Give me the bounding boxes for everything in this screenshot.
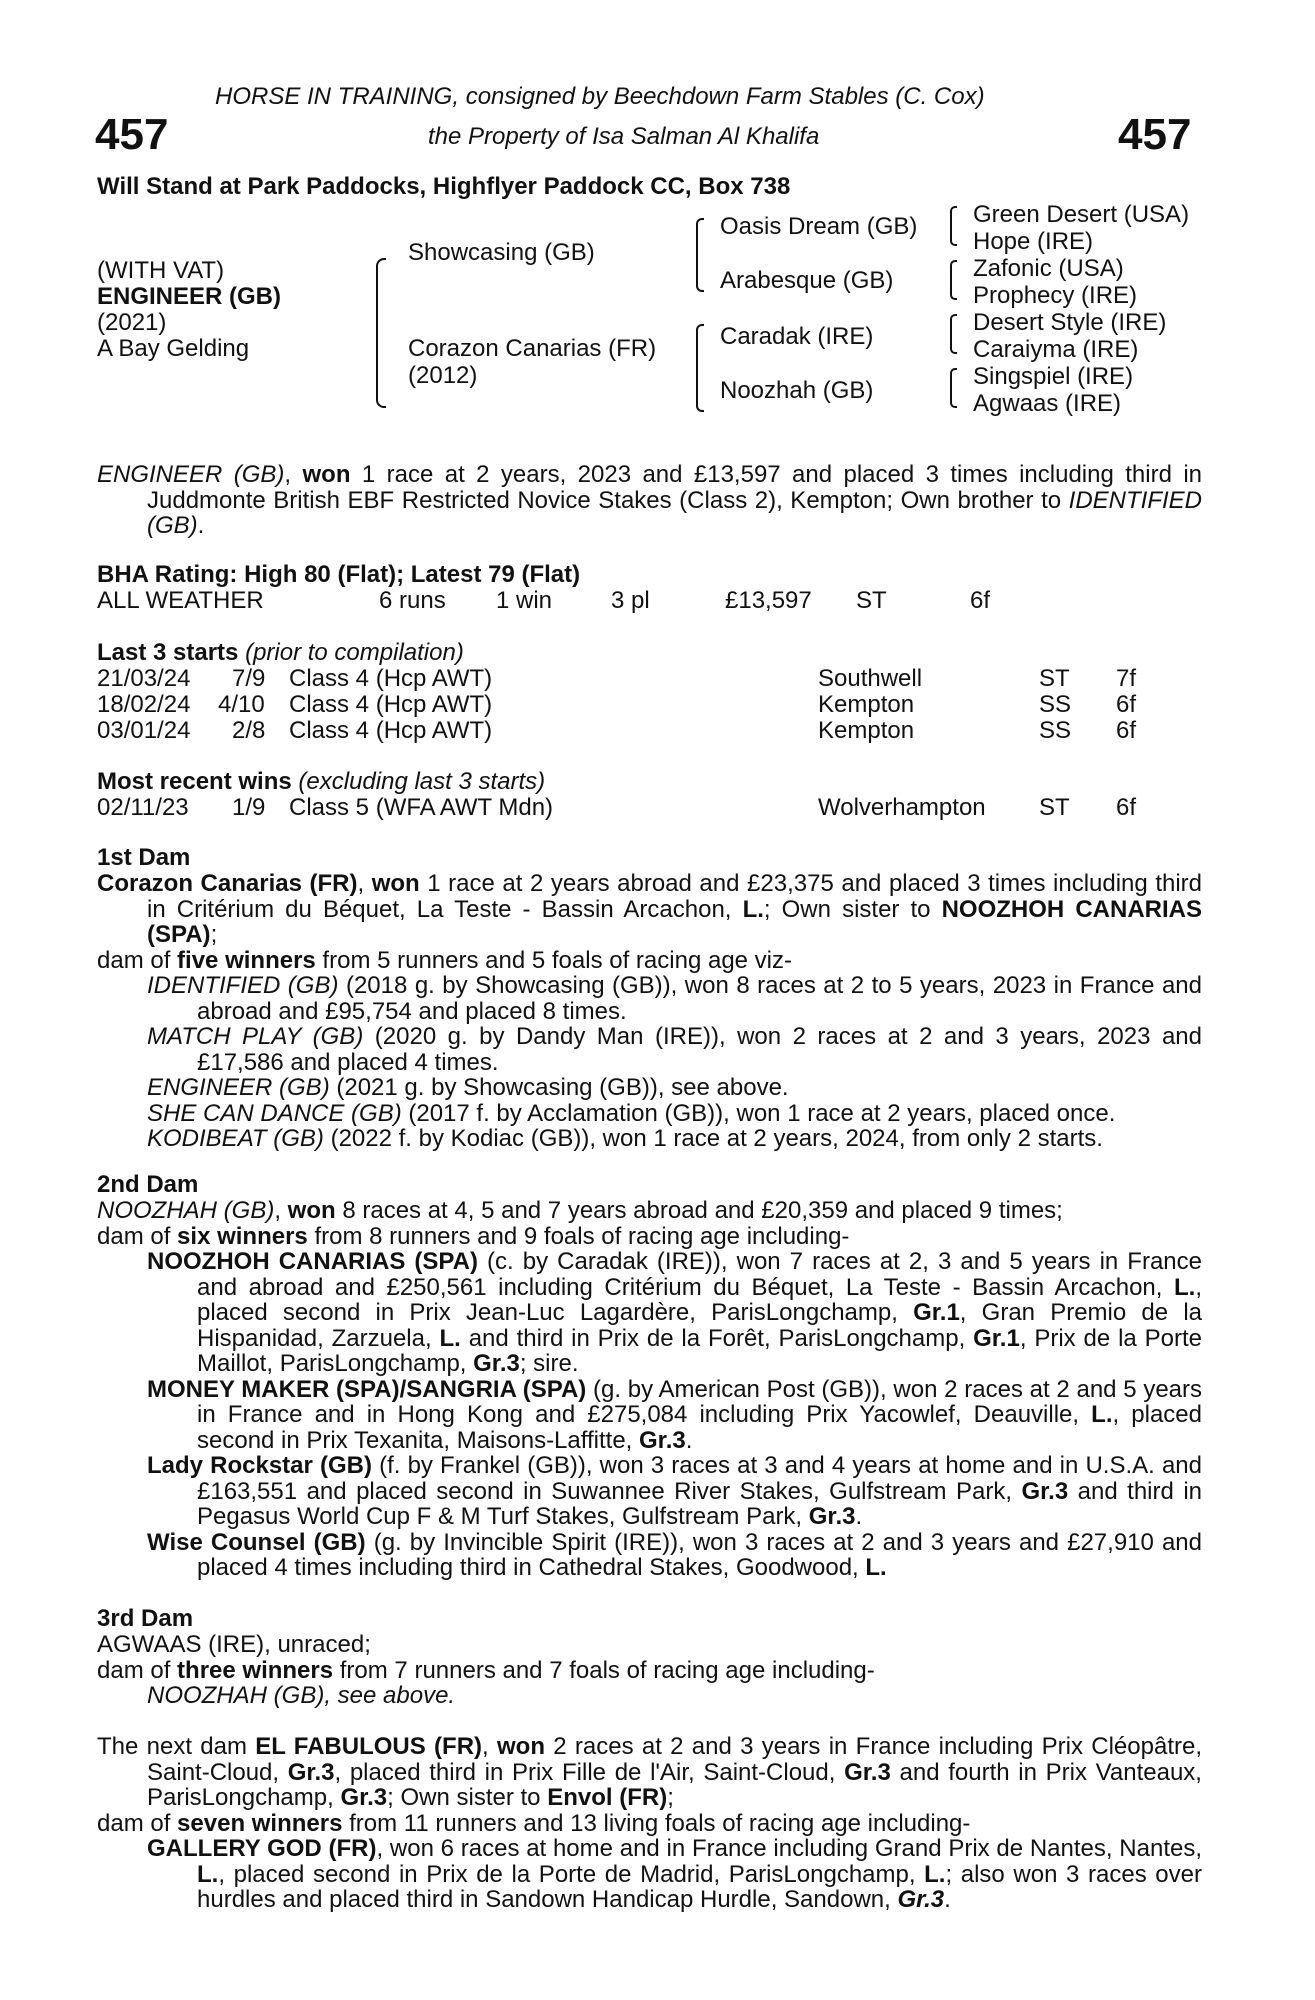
dam-brace [696,324,704,412]
brace-ds [950,314,957,354]
sss: Green Desert (USA) [973,201,1190,228]
horse-year: (2021) [97,309,167,336]
nextdam-text: ; [667,1784,674,1811]
group-badge: Gr.3 [473,1350,520,1377]
dds: Singspiel (IRE) [973,363,1134,390]
last3-row-surface: SS [1039,717,1072,744]
progeny-name: NOOZHOH CANARIAS (SPA) [147,1248,478,1275]
last3-row-surface: ST [1039,665,1070,692]
progeny-name: MATCH PLAY (GB) [147,1023,364,1050]
last3-row-date: 18/02/24 [97,691,191,718]
last3-row-class: Class 4 (Hcp AWT) [289,665,493,692]
ssd: Hope (IRE) [973,228,1094,255]
listed-badge: L. [439,1324,461,1352]
nextdam-lead: The next dam [97,1733,256,1760]
progeny-name: Wise Counsel (GB) [147,1528,366,1556]
sire-brace [696,218,704,292]
lot-number-right: 457 [1118,110,1192,159]
progeny-name: Lady Rockstar (GB) [147,1452,372,1479]
progeny-text: (c. by Caradak (IRE)), won 7 races at 2, 3 and 5 years in France and abroad and £250,561 including Critérium du Béquet, La Teste - Bassin Arcachon, [197,1248,1202,1301]
recent-title: Most recent wins [97,768,292,795]
dam2-title: 2nd Dam [97,1171,199,1198]
recent-row-pos: 1/9 [232,794,266,821]
recent-row-course: Wolverhampton [818,794,986,821]
progeny-text: (g. by Invincible Spirit (IRE)), won 3 races at 2 and 3 years and £27,910 and placed 4 times including third in Cathedral Stakes, Goodwood, [197,1528,1202,1581]
group-badge: Gr.3 [808,1503,856,1530]
stand-line: Will Stand at Park Paddocks, Highflyer Paddock CC, Box 738 [97,173,791,200]
dam1-title: 1st Dam [97,844,191,871]
last3-row-pos: 7/9 [232,665,266,692]
dam1-sister: NOOZHOH CANARIAS (SPA) [147,895,1203,948]
dam1-name: Corazon Canarias (FR) [97,870,358,897]
dam-year: (2012) [408,362,478,389]
nextdam-winners: seven winners [177,1809,343,1837]
dss: Desert Style (IRE) [973,309,1167,336]
nextdam-text: ; Own sister to [387,1784,548,1811]
progeny-text: , Gran Premio de la Hispanidad, Zarzuela, [197,1299,1203,1352]
group-badge: Gr.3 [897,1886,945,1913]
rating-earnings: £13,597 [725,587,812,614]
group-badge: Gr.1 [973,1324,1020,1352]
dam2-winners: six winners [177,1222,308,1250]
nextdam-paragraph [97,1734,1202,1913]
group-badge: Gr.3 [1021,1477,1069,1505]
dam-sire: Caradak (IRE) [720,323,874,350]
nextdam-text: 2 races at 2 and 3 years in France including Prix Cléopâtre, Saint-Cloud, [147,1733,1202,1786]
nextdam-sep: , [482,1733,497,1760]
consignor-line: HORSE IN TRAINING, consigned by Beechdown Farm Stables (C. Cox) [215,83,985,110]
sds: Zafonic (USA) [973,255,1124,282]
rating-placed: 3 pl [611,587,650,614]
dam3-damof: dam of [97,1656,178,1684]
dam2-won: won [287,1197,336,1224]
group-badge: Gr.1 [913,1299,960,1326]
sire-dam: Arabesque (GB) [720,267,894,294]
nextdam-sister: Envol (FR) [547,1784,668,1811]
progeny-text: , placed second in Prix de la Porte de Madrid, ParisLongchamp, [218,1860,925,1888]
progeny-text: . [685,1426,693,1454]
recent-heading [97,769,545,795]
progeny-text: (2018 g. by Showcasing (GB)), won 8 races at 2 to 5 years, 2023 in France and abroad and £95,754 and placed 8 times. [197,972,1202,1025]
brace-sd [950,260,957,300]
horse-name: ENGINEER (GB) [97,283,282,310]
progeny-name: ENGINEER (GB) [147,1074,330,1101]
progeny-text: (g. by American Post (GB)), won 2 races at 2 and 5 years in France and in Hong Kong and £275,084 including Prix Yacowlef, Deauville, [197,1375,1203,1428]
sire: Showcasing (GB) [408,239,595,266]
progeny-text: . [855,1503,863,1530]
progeny-text: (2020 g. by Dandy Man (IRE)), won 2 races at 2 and 3 years, 2023 and £17,586 and placed 4 times. [197,1023,1202,1076]
group-badge: Gr.3 [639,1426,686,1454]
rating-runs: 6 runs [379,587,446,614]
dam2-paragraph: NOOZHAH (GB), won 8 races at 4, 5 and 7 years abroad and £20,359 and placed 9 times; dam of six winners from 8 runners and 9 foals of racing age including- NOOZHOH CANARIAS (SPA) (c. by Caradak (IRE)), won 7 races at 2, 3 and 5 years in France and abroad and £250,561 including Critérium du Béquet, La Teste - Bassin Arcachon, L., placed second in Prix Jean-Luc Lagardère, ParisLongchamp, Gr.1, Gran Premio de la Hispanidad, Zarzuela, L. and third in Prix de la Forêt, ParisLongchamp, Gr.1, Prix de la Porte Maillot, ParisLongchamp, Gr.3; sire. MONEY MAKER (SPA)/SANGRIA (SPA) (g. by American Post (GB)), won 2 races at 2 and 5 years in France and in Hong Kong and £275,084 including Prix Yacowlef, Deauville, L., placed second in Prix Texanita, Maisons-Laffitte, Gr.3. Lady Rockstar (GB) (f. by Frankel (GB)), won 3 races at 3 and 4 years at home and in U.S.A. and £163,551 and placed second in Suwannee River Stakes, Gulfstream Park, Gr.3 and third in Pegasus World Cup F & M Turf Stakes, Gulfstream Park, Gr.3. Wise Counsel (GB) (g. by Invincible Spirit (IRE)), won 3 races at 2 and 3 years and £27,910 and placed 4 times including third in Cathedral Stakes, Goodwood, L. [97,1197,1203,1581]
lot-number-left: 457 [95,110,169,159]
progeny-name: MONEY MAKER (SPA)/SANGRIA (SPA) [147,1375,587,1403]
last3-row-pos: 2/8 [232,717,266,744]
listed-badge: L. [197,1860,219,1888]
last3-row-dist: 7f [1116,665,1137,692]
listed-badge: L. [742,895,764,923]
progeny-text: and third in Prix de la Forêt, ParisLongchamp, [460,1324,974,1352]
nextdam-won: won [496,1733,545,1760]
last3-title: Last 3 starts [97,639,239,666]
recent-row-surface: ST [1039,794,1070,821]
last3-row-course: Kempton [818,717,915,744]
vat-label: (WITH VAT) [97,257,225,284]
horse-description: A Bay Gelding [97,335,250,362]
summary-paragraph: ENGINEER (GB), won 1 race at 2 years, 2023 and £13,597 and placed 3 times including third in Juddmonte British EBF Restricted Novice Stakes (Class 2), Kempton; Own brother to IDENTIFIED (GB). [97,461,1203,539]
sdd: Prophecy (IRE) [973,282,1138,309]
group-badge: Gr.3 [340,1784,388,1811]
last3-row-dist: 6f [1116,691,1137,718]
dam1-paragraph: Corazon Canarias (FR), won 1 race at 2 years abroad and £23,375 and placed 3 times including third in Critérium du Béquet, La Teste - Bassin Arcachon, L.; Own sister to NOOZHOH CANARIAS (SPA); dam of five winners from 5 runners and 5 foals of racing age viz- IDENTIFIED (GB) (2018 g. by Showcasing (GB)), won 8 races at 2 to 5 years, 2023 in France and abroad and £95,754 and placed 8 times. MATCH PLAY (GB) (2020 g. by Dandy Man (IRE)), won 2 races at 2 and 3 years, 2023 and £17,586 and placed 4 times. ENGINEER (GB) (2021 g. by Showcasing (GB)), see above. SHE CAN DANCE (GB) (2017 f. by Acclamation (GB)), won 1 race at 2 years, placed once. KODIBEAT (GB) (2022 f. by Kodiac (GB)), won 1 race at 2 years, 2024, from only 2 starts. [97,870,1203,1152]
progeny-text: . [944,1886,951,1913]
progeny-text: (f. by Frankel (GB)), won 3 races at 3 and 4 years at home and in U.S.A. and £163,551 and placed second in Suwannee River Stakes, Gulfstream Park, [197,1452,1202,1505]
listed-badge: L. [1174,1273,1196,1301]
summary-end: . [197,512,205,539]
rating-distance: 6f [970,587,991,614]
ddd: Agwaas (IRE) [973,390,1122,417]
progeny-name: SHE CAN DANCE (GB) [147,1099,402,1127]
progeny-text: , placed second in Prix Texanita, Maisons-Laffitte, [197,1401,1202,1454]
listed-badge: L. [865,1554,887,1581]
rating-going: ST [856,587,887,614]
brace-dd [950,368,957,408]
progeny-text: , Prix de la Porte Maillot, ParisLongchamp, [197,1324,1202,1377]
last3-row-date: 21/03/24 [97,665,191,692]
recent-row-dist: 6f [1116,794,1137,821]
progeny-text: , won 6 races at home and in France including Grand Prix de Nantes, Nantes, [376,1835,1203,1862]
listed-badge: L. [924,1860,946,1888]
brace-ss [950,206,957,246]
last3-note: (prior to compilation) [245,639,464,666]
summary-brother: IDENTIFIED (GB) [147,486,1202,539]
dam2-text: 8 races at 4, 5 and 7 years abroad and £20,359 and placed 9 times; [335,1197,1063,1224]
progeny-text: ; also won 3 races over hurdles and placed third in Sandown Handicap Hurdle, Sandown, [197,1860,1202,1913]
dsd: Caraiyma (IRE) [973,336,1139,363]
dam3-line1: AGWAAS (IRE), unraced; [97,1631,371,1658]
dam3-title: 3rd Dam [97,1605,194,1632]
nextdam-damof-rest: from 11 runners and 13 living foals of racing age including- [342,1809,971,1837]
last3-row-course: Kempton [818,691,915,718]
nextdam-text: , placed third in Prix Fille de l'Air, Saint-Cloud, [334,1758,845,1786]
dam: Corazon Canarias (FR) [408,335,657,362]
dam1-text: 1 race at 2 years abroad and £23,375 and placed 3 times including third in Critérium du Béquet, La Teste - Bassin Arcachon, [147,870,1203,923]
last3-row-class: Class 4 (Hcp AWT) [289,691,493,718]
dam3-winners: three winners [177,1656,334,1684]
recent-note: (excluding last 3 starts) [298,768,546,795]
dam1-text: ; [210,921,218,948]
summary-text: 1 race at 2 years, 2023 and £13,597 and placed 3 times including third in Juddmonte British EBF Restricted Novice Stakes (Class 2), Kempton; Own brother to [147,461,1203,514]
group-badge: Gr.3 [287,1758,335,1786]
progeny-name: KODIBEAT (GB) [147,1125,324,1152]
last3-row-course: Southwell [818,665,923,692]
dam1-damof-rest: from 5 runners and 5 foals of racing age viz- [315,946,793,974]
last3-row-surface: SS [1039,691,1072,718]
summary-horse-name: ENGINEER (GB) [97,461,285,488]
dam1-won: won [371,870,420,897]
nextdam-name: EL FABULOUS (FR) [255,1733,483,1760]
summary-won: won [302,461,351,488]
recent-row-date: 02/11/23 [97,794,189,821]
last3-row-class: Class 4 (Hcp AWT) [289,717,493,744]
nextdam-text: and fourth in Prix Vanteaux, ParisLongchamp, [147,1758,1202,1811]
progeny-text: ; sire. [519,1350,579,1377]
dam3-damof-rest: from 7 runners and 7 foals of racing age including- [333,1656,875,1684]
dam2-name: NOOZHAH (GB) [97,1197,275,1224]
progeny-text: (2017 f. by Acclamation (GB)), won 1 race at 2 years, placed once. [401,1099,1116,1127]
progeny-text: , placed second in Prix Jean-Luc Lagardère, ParisLongchamp, [197,1273,1202,1326]
sire-sire: Oasis Dream (GB) [720,213,918,240]
dam1-text: ; Own sister to [763,895,942,923]
pedigree-main-brace [376,258,386,408]
nextdam-damof: dam of [97,1809,178,1837]
progeny-name: NOOZHAH (GB), see above. [147,1682,456,1709]
recent-row-class: Class 5 (WFA AWT Mdn) [289,794,554,821]
progeny-name: IDENTIFIED (GB) [147,972,339,999]
rating-wins: 1 win [496,587,553,614]
progeny-text: (2022 f. by Kodiac (GB)), won 1 race at 2 years, 2024, from only 2 starts. [323,1125,1103,1152]
dam1-winners: five winners [177,946,316,974]
dam1-damof: dam of [97,946,178,974]
group-badge: Gr.3 [844,1758,891,1786]
progeny-text: (2021 g. by Showcasing (GB)), see above. [329,1074,789,1101]
progeny-text: and third in Pegasus World Cup F & M Turf Stakes, Gulfstream Park, [197,1477,1203,1530]
listed-badge: L. [1091,1401,1113,1428]
progeny-name: GALLERY GOD (FR) [147,1835,377,1862]
dam2-damof-rest: from 8 runners and 9 foals of racing age including- [307,1222,850,1250]
last3-heading [97,640,464,666]
rating-title: BHA Rating: High 80 (Flat); Latest 79 (Flat) [97,561,581,588]
dam3-paragraph [97,1632,1202,1709]
property-line: the Property of Isa Salman Al Khalifa [428,123,820,150]
dam-dam: Noozhah (GB) [720,377,874,404]
rating-surface: ALL WEATHER [97,587,264,614]
last3-row-pos: 4/10 [218,691,265,718]
dam2-damof: dam of [97,1222,178,1250]
last3-row-date: 03/01/24 [97,717,191,744]
last3-row-dist: 6f [1116,717,1137,744]
